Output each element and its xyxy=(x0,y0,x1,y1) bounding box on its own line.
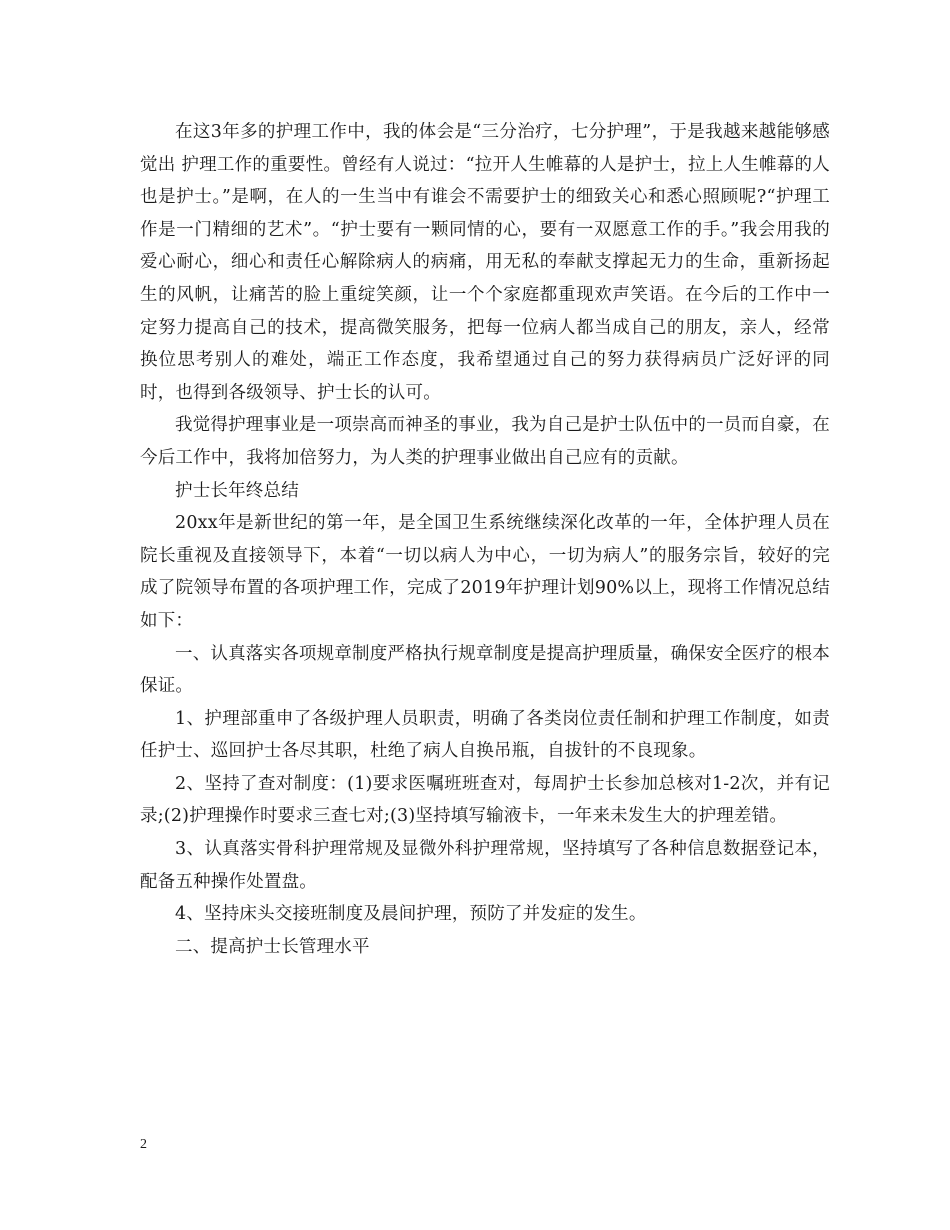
page-number: 2 xyxy=(140,1137,147,1152)
paragraph-item-two-heading: 二、提高护士长管理水平 xyxy=(175,936,370,957)
paragraph-nursing-career: 我觉得护理事业是一项崇高而神圣的事业，我为自己是护士队伍中的一员而自豪，在今后工作中，我将加倍努力，为人类的护理事业做出自己应有的贡献。 xyxy=(140,415,830,468)
paragraph-subitem-4: 4、坚持床头交接班制度及晨间护理，预防了并发症的发生。 xyxy=(175,904,647,925)
paragraph-subitem-2: 2、坚持了查对制度：(1)要求医嘱班班查对，每周护士长参加总核对1-2次，并有记录;(2)护理操作时要求三查七对;(3)坚持填写输液卡，一年来未发生大的护理差错。 xyxy=(140,773,830,827)
paragraph-item-one-rules: 一、认真落实各项规章制度严格执行规章制度是提高护理质量，确保安全医疗的根本保证。 xyxy=(140,643,830,697)
paragraph-year-overview: 20xx年是新世纪的第一年，是全国卫生系统继续深化改革的一年，全体护理人员在院长重视及直接领导下，本着“一切以病人为中心，一切为病人”的服务宗旨，较好的完成了院领导布置的各项护理工作，完成了2019年护理计划90%以上，现将工作情况总结如下： xyxy=(140,513,830,631)
document-body xyxy=(140,116,830,963)
paragraph-subitem-1: 1、护理部重申了各级护理人员职责，明确了各类岗位责任制和护理工作制度，如责任护士、巡回护士各尽其职，杜绝了病人自换吊瓶，自拔针的不良现象。 xyxy=(140,708,830,762)
paragraph-nursing-experience: 在这3年多的护理工作中，我的体会是“三分治疗，七分护理”，于是我越来越能够感觉出 护理工作的重要性。曾经有人说过：“拉开人生帷幕的人是护士，拉上人生帷幕的人也是护士。”是啊，在人的一生当中有谁会不需要护士的细致关心和悉心照顾呢?“护理工作是一门精细的艺术”。“护士要有一颗同情的心，要有一双愿意工作的手。”我会用我的爱心耐心，细心和责任心解除病人的病痛，用无私的奉献支撑起无力的生命，重新扬起生的风帆，让痛苦的脸上重绽笑颜，让一个个家庭都重现欢声笑语。在今后的工作中一定努力提高自己的技术，提高微笑服务，把每一位病人都当成自己的朋友，亲人，经常换位思考别人的难处，端正工作态度，我希望通过自己的努力获得病员广泛好评的同时，也得到各级领导、护士长的认可。 xyxy=(140,122,830,403)
paragraph-subitem-3: 3、认真落实骨科护理常规及显微外科护理常规，坚持填写了各种信息数据登记本，配备五种操作处置盘。 xyxy=(140,839,830,892)
section-heading-year-end-summary: 护士长年终总结 xyxy=(175,480,299,501)
